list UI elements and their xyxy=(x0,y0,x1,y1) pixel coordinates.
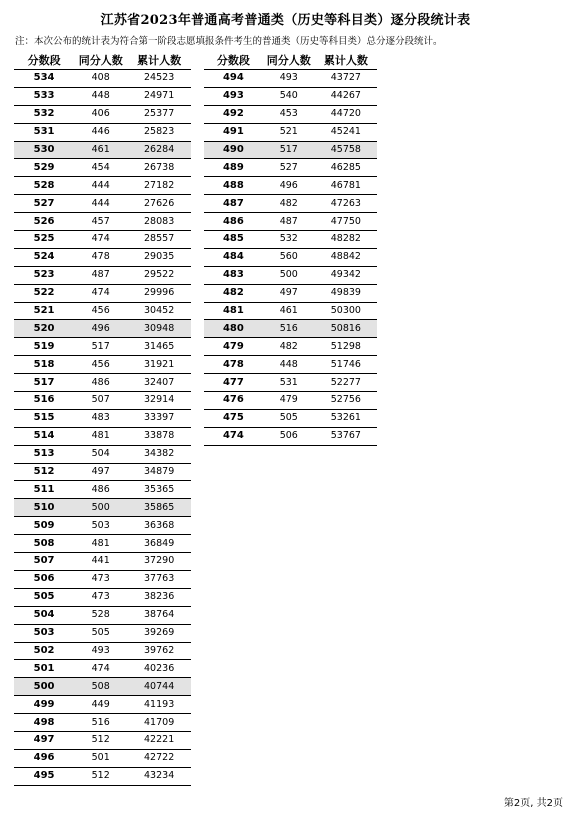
cell-score: 528 xyxy=(14,177,74,195)
cell-score: 492 xyxy=(204,105,263,123)
cell-score: 484 xyxy=(204,248,263,266)
cell-score: 515 xyxy=(14,409,74,427)
cell-score: 478 xyxy=(204,356,263,374)
cell-same-count: 528 xyxy=(74,606,127,624)
cell-cumulative-count: 47263 xyxy=(315,195,377,213)
cell-same-count: 444 xyxy=(74,177,127,195)
table-row xyxy=(14,409,191,427)
table-row xyxy=(14,195,191,213)
cell-score: 501 xyxy=(14,660,74,678)
cell-same-count: 508 xyxy=(74,678,127,696)
cell-cumulative-count: 49839 xyxy=(315,284,377,302)
cell-same-count: 486 xyxy=(74,374,127,392)
cell-score: 490 xyxy=(204,141,263,159)
table-row xyxy=(14,338,191,356)
cell-score: 494 xyxy=(204,70,263,88)
cell-cumulative-count: 31921 xyxy=(127,356,191,374)
cell-score: 511 xyxy=(14,481,74,499)
table-row xyxy=(204,374,377,392)
table-row xyxy=(14,70,191,88)
cell-cumulative-count: 36849 xyxy=(127,535,191,553)
cell-score: 518 xyxy=(14,356,74,374)
cell-same-count: 516 xyxy=(263,320,315,338)
cell-same-count: 456 xyxy=(74,302,127,320)
table-row xyxy=(14,588,191,606)
cell-same-count: 493 xyxy=(74,642,127,660)
cell-cumulative-count: 42221 xyxy=(127,731,191,749)
cell-same-count: 481 xyxy=(74,535,127,553)
cell-cumulative-count: 44267 xyxy=(315,87,377,105)
cell-cumulative-count: 42722 xyxy=(127,749,191,767)
cell-score: 475 xyxy=(204,409,263,427)
cell-score: 521 xyxy=(14,302,74,320)
table-row xyxy=(204,195,377,213)
cell-same-count: 501 xyxy=(74,749,127,767)
table-row xyxy=(14,141,191,159)
cell-same-count: 482 xyxy=(263,195,315,213)
cell-cumulative-count: 45241 xyxy=(315,123,377,141)
cell-same-count: 516 xyxy=(74,714,127,732)
table-row xyxy=(14,624,191,642)
table-row xyxy=(204,87,377,105)
cell-same-count: 500 xyxy=(74,499,127,517)
cell-same-count: 527 xyxy=(263,159,315,177)
table-row xyxy=(204,105,377,123)
cell-score: 480 xyxy=(204,320,263,338)
cell-cumulative-count: 30452 xyxy=(127,302,191,320)
table-row xyxy=(204,159,377,177)
cell-score: 510 xyxy=(14,499,74,517)
table-row xyxy=(14,87,191,105)
cell-same-count: 473 xyxy=(74,570,127,588)
cell-cumulative-count: 40236 xyxy=(127,660,191,678)
table-row xyxy=(14,427,191,445)
cell-cumulative-count: 49342 xyxy=(315,266,377,284)
cell-score: 508 xyxy=(14,535,74,553)
cell-cumulative-count: 50300 xyxy=(315,302,377,320)
cell-score: 527 xyxy=(14,195,74,213)
table-row xyxy=(14,123,191,141)
cell-score: 481 xyxy=(204,302,263,320)
cell-cumulative-count: 29522 xyxy=(127,266,191,284)
table-row xyxy=(14,356,191,374)
table-row xyxy=(204,266,377,284)
cell-cumulative-count: 30948 xyxy=(127,320,191,338)
cell-score: 474 xyxy=(204,427,263,445)
cell-score: 487 xyxy=(204,195,263,213)
table-row xyxy=(204,320,377,338)
cell-same-count: 461 xyxy=(263,302,315,320)
cell-cumulative-count: 53261 xyxy=(315,409,377,427)
cell-same-count: 474 xyxy=(74,231,127,249)
cell-cumulative-count: 33397 xyxy=(127,409,191,427)
cell-same-count: 481 xyxy=(74,427,127,445)
header-cumulative-count: 累计人数 xyxy=(127,51,191,70)
cell-cumulative-count: 43234 xyxy=(127,767,191,785)
table-row xyxy=(14,517,191,535)
cell-cumulative-count: 52277 xyxy=(315,374,377,392)
cell-score: 482 xyxy=(204,284,263,302)
cell-same-count: 503 xyxy=(74,517,127,535)
cell-score: 500 xyxy=(14,678,74,696)
cell-same-count: 449 xyxy=(74,696,127,714)
table-row xyxy=(204,409,377,427)
cell-cumulative-count: 34382 xyxy=(127,445,191,463)
page-number: 第2页, 共2页 xyxy=(503,798,563,809)
cell-score: 488 xyxy=(204,177,263,195)
cell-same-count: 521 xyxy=(263,123,315,141)
table-row xyxy=(14,284,191,302)
cell-score: 503 xyxy=(14,624,74,642)
table-row xyxy=(14,177,191,195)
table-row xyxy=(14,392,191,410)
table-header-row xyxy=(14,51,191,70)
cell-same-count: 441 xyxy=(74,553,127,571)
cell-cumulative-count: 25823 xyxy=(127,123,191,141)
table-row xyxy=(14,767,191,785)
cell-same-count: 479 xyxy=(263,392,315,410)
cell-cumulative-count: 50816 xyxy=(315,320,377,338)
cell-score: 525 xyxy=(14,231,74,249)
table-row xyxy=(204,284,377,302)
table-row xyxy=(204,392,377,410)
cell-score: 496 xyxy=(14,749,74,767)
cell-cumulative-count: 40744 xyxy=(127,678,191,696)
cell-score: 513 xyxy=(14,445,74,463)
table-row xyxy=(14,159,191,177)
page-title: 江苏省2023年普通高考普通类（历史等科目类）逐分段统计表 xyxy=(100,13,471,28)
cell-same-count: 497 xyxy=(263,284,315,302)
cell-cumulative-count: 45758 xyxy=(315,141,377,159)
cell-score: 491 xyxy=(204,123,263,141)
cell-same-count: 474 xyxy=(74,660,127,678)
table-row xyxy=(14,660,191,678)
cell-same-count: 478 xyxy=(74,248,127,266)
table-row xyxy=(204,213,377,231)
table-row xyxy=(14,731,191,749)
cell-same-count: 505 xyxy=(74,624,127,642)
cell-same-count: 474 xyxy=(74,284,127,302)
table-row xyxy=(14,248,191,266)
table-row xyxy=(14,374,191,392)
cell-score: 533 xyxy=(14,87,74,105)
cell-score: 512 xyxy=(14,463,74,481)
cell-cumulative-count: 41193 xyxy=(127,696,191,714)
cell-score: 499 xyxy=(14,696,74,714)
cell-same-count: 473 xyxy=(74,588,127,606)
cell-same-count: 532 xyxy=(263,231,315,249)
table-row xyxy=(204,248,377,266)
table-row xyxy=(14,463,191,481)
cell-score: 505 xyxy=(14,588,74,606)
cell-same-count: 506 xyxy=(263,427,315,445)
cell-score: 509 xyxy=(14,517,74,535)
cell-same-count: 507 xyxy=(74,392,127,410)
cell-cumulative-count: 25377 xyxy=(127,105,191,123)
cell-cumulative-count: 46781 xyxy=(315,177,377,195)
cell-same-count: 457 xyxy=(74,213,127,231)
cell-cumulative-count: 24971 xyxy=(127,87,191,105)
cell-cumulative-count: 41709 xyxy=(127,714,191,732)
cell-score: 531 xyxy=(14,123,74,141)
table-row xyxy=(14,553,191,571)
cell-same-count: 408 xyxy=(74,70,127,88)
cell-cumulative-count: 38236 xyxy=(127,588,191,606)
cell-same-count: 512 xyxy=(74,767,127,785)
cell-same-count: 482 xyxy=(263,338,315,356)
cell-same-count: 444 xyxy=(74,195,127,213)
cell-same-count: 406 xyxy=(74,105,127,123)
table-row xyxy=(14,714,191,732)
cell-score: 517 xyxy=(14,374,74,392)
table-row xyxy=(204,356,377,374)
cell-cumulative-count: 26738 xyxy=(127,159,191,177)
cell-score: 498 xyxy=(14,714,74,732)
score-table-left xyxy=(14,51,191,786)
cell-cumulative-count: 28083 xyxy=(127,213,191,231)
table-row xyxy=(14,445,191,463)
cell-cumulative-count: 32407 xyxy=(127,374,191,392)
cell-same-count: 486 xyxy=(74,481,127,499)
cell-cumulative-count: 36368 xyxy=(127,517,191,535)
cell-score: 523 xyxy=(14,266,74,284)
cell-score: 502 xyxy=(14,642,74,660)
table-row xyxy=(14,696,191,714)
table-row xyxy=(204,123,377,141)
cell-cumulative-count: 51746 xyxy=(315,356,377,374)
cell-score: 495 xyxy=(14,767,74,785)
table-row xyxy=(204,427,377,445)
cell-cumulative-count: 31465 xyxy=(127,338,191,356)
table-row xyxy=(14,481,191,499)
cell-same-count: 487 xyxy=(263,213,315,231)
cell-cumulative-count: 47750 xyxy=(315,213,377,231)
cell-score: 485 xyxy=(204,231,263,249)
cell-score: 483 xyxy=(204,266,263,284)
cell-cumulative-count: 52756 xyxy=(315,392,377,410)
cell-same-count: 497 xyxy=(74,463,127,481)
table-row xyxy=(14,231,191,249)
cell-score: 514 xyxy=(14,427,74,445)
table-row xyxy=(204,302,377,320)
cell-cumulative-count: 34879 xyxy=(127,463,191,481)
cell-score: 526 xyxy=(14,213,74,231)
table-row xyxy=(14,213,191,231)
cell-same-count: 483 xyxy=(74,409,127,427)
cell-cumulative-count: 27182 xyxy=(127,177,191,195)
cell-same-count: 504 xyxy=(74,445,127,463)
cell-score: 504 xyxy=(14,606,74,624)
cell-same-count: 512 xyxy=(74,731,127,749)
table-row xyxy=(14,499,191,517)
table-row xyxy=(14,535,191,553)
cell-cumulative-count: 51298 xyxy=(315,338,377,356)
cell-same-count: 517 xyxy=(263,141,315,159)
cell-score: 489 xyxy=(204,159,263,177)
cell-cumulative-count: 35865 xyxy=(127,499,191,517)
cell-cumulative-count: 26284 xyxy=(127,141,191,159)
table-row xyxy=(14,606,191,624)
cell-cumulative-count: 28557 xyxy=(127,231,191,249)
cell-cumulative-count: 37290 xyxy=(127,553,191,571)
cell-score: 477 xyxy=(204,374,263,392)
cell-score: 506 xyxy=(14,570,74,588)
cell-score: 530 xyxy=(14,141,74,159)
table-body-left xyxy=(14,70,191,786)
cell-cumulative-count: 39269 xyxy=(127,624,191,642)
table-header-row xyxy=(204,51,377,70)
cell-cumulative-count: 44720 xyxy=(315,105,377,123)
header-same-count: 同分人数 xyxy=(74,51,127,70)
cell-score: 520 xyxy=(14,320,74,338)
cell-score: 516 xyxy=(14,392,74,410)
cell-cumulative-count: 39762 xyxy=(127,642,191,660)
cell-cumulative-count: 37763 xyxy=(127,570,191,588)
cell-same-count: 531 xyxy=(263,374,315,392)
cell-score: 497 xyxy=(14,731,74,749)
cell-cumulative-count: 43727 xyxy=(315,70,377,88)
cell-same-count: 454 xyxy=(74,159,127,177)
cell-cumulative-count: 24523 xyxy=(127,70,191,88)
table-row xyxy=(204,338,377,356)
table-row xyxy=(14,105,191,123)
table-row xyxy=(204,141,377,159)
cell-cumulative-count: 48282 xyxy=(315,231,377,249)
cell-cumulative-count: 38764 xyxy=(127,606,191,624)
table-row xyxy=(14,302,191,320)
cell-cumulative-count: 35365 xyxy=(127,481,191,499)
cell-score: 493 xyxy=(204,87,263,105)
cell-score: 534 xyxy=(14,70,74,88)
cell-same-count: 496 xyxy=(74,320,127,338)
cell-same-count: 493 xyxy=(263,70,315,88)
cell-same-count: 453 xyxy=(263,105,315,123)
table-body-right xyxy=(204,70,377,446)
table-row xyxy=(14,642,191,660)
cell-cumulative-count: 53767 xyxy=(315,427,377,445)
cell-same-count: 487 xyxy=(74,266,127,284)
cell-same-count: 461 xyxy=(74,141,127,159)
cell-same-count: 496 xyxy=(263,177,315,195)
cell-same-count: 505 xyxy=(263,409,315,427)
table-row xyxy=(14,570,191,588)
cell-same-count: 560 xyxy=(263,248,315,266)
table-row xyxy=(204,177,377,195)
score-table-right xyxy=(204,51,377,446)
cell-same-count: 500 xyxy=(263,266,315,284)
cell-same-count: 446 xyxy=(74,123,127,141)
header-score: 分数段 xyxy=(14,51,74,70)
cell-same-count: 456 xyxy=(74,356,127,374)
cell-cumulative-count: 29996 xyxy=(127,284,191,302)
cell-same-count: 517 xyxy=(74,338,127,356)
cell-cumulative-count: 27626 xyxy=(127,195,191,213)
table-row xyxy=(14,266,191,284)
cell-score: 532 xyxy=(14,105,74,123)
table-note: 注：本次公布的统计表为符合第一阶段志愿填报条件考生的普通类（历史等科目类）总分逐分段统计。 xyxy=(15,36,443,47)
cell-score: 524 xyxy=(14,248,74,266)
cell-score: 486 xyxy=(204,213,263,231)
cell-same-count: 540 xyxy=(263,87,315,105)
cell-score: 519 xyxy=(14,338,74,356)
header-same-count: 同分人数 xyxy=(263,51,315,70)
cell-score: 476 xyxy=(204,392,263,410)
table-row xyxy=(14,749,191,767)
table-row xyxy=(204,70,377,88)
header-cumulative-count: 累计人数 xyxy=(315,51,377,70)
cell-cumulative-count: 48842 xyxy=(315,248,377,266)
cell-score: 507 xyxy=(14,553,74,571)
cell-same-count: 448 xyxy=(263,356,315,374)
table-row xyxy=(204,231,377,249)
cell-score: 479 xyxy=(204,338,263,356)
table-row xyxy=(14,678,191,696)
cell-score: 522 xyxy=(14,284,74,302)
cell-score: 529 xyxy=(14,159,74,177)
cell-cumulative-count: 46285 xyxy=(315,159,377,177)
header-score: 分数段 xyxy=(204,51,263,70)
table-row xyxy=(14,320,191,338)
cell-cumulative-count: 29035 xyxy=(127,248,191,266)
cell-same-count: 448 xyxy=(74,87,127,105)
cell-cumulative-count: 33878 xyxy=(127,427,191,445)
cell-cumulative-count: 32914 xyxy=(127,392,191,410)
